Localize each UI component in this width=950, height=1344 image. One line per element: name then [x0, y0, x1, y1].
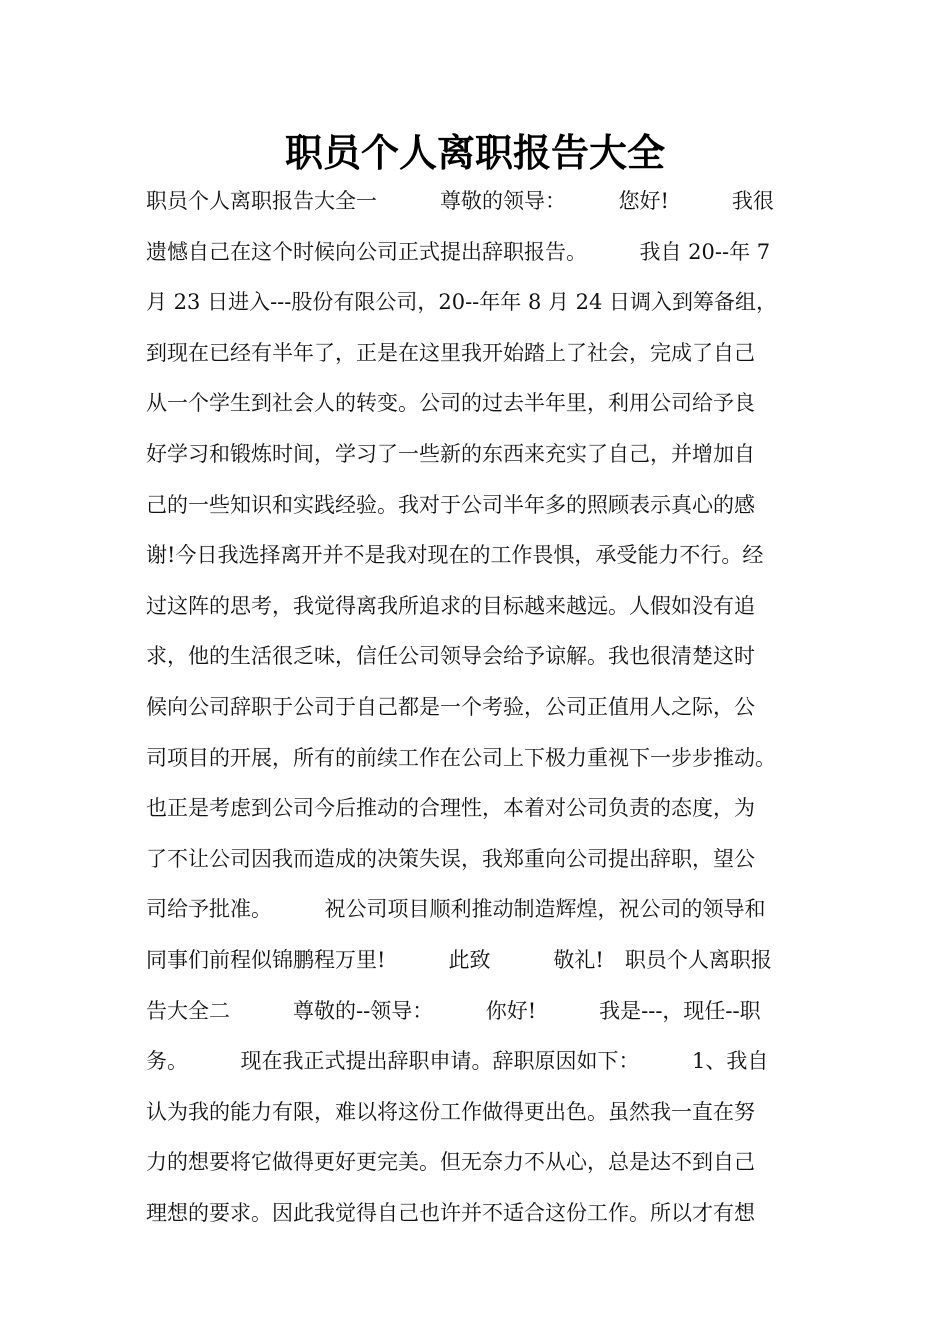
body-line: 力的想要将它做得更好更完美。但无奈力不从心，总是达不到自己 [146, 1150, 755, 1175]
body-line: 职员个人离职报告大全一 尊敬的领导： 您好! 我很 [146, 189, 774, 213]
body-line: 告大全二 尊敬的--领导： 你好! 我是---，现任--职 [146, 998, 761, 1023]
body-line: 遗憾自己在这个时候向公司正式提出辞职报告。 我自 20--年 7 [146, 239, 771, 264]
document-title: 职员个人离职报告大全 [284, 131, 665, 175]
body-line: 司给予批准。 祝公司项目顺利推动制造辉煌，祝公司的领导和 [146, 897, 766, 922]
body-line: 过这阵的思考，我觉得离我所追求的目标越来越远。人假如没有追 [146, 593, 755, 618]
body-line: 也正是考虑到公司今后推动的合理性，本着对公司负责的态度，为 [146, 796, 755, 821]
document-body [146, 176, 806, 1238]
body-line: 从一个学生到社会人的转变。公司的过去半年里，利用公司给予良 [146, 391, 755, 416]
body-line: 求，他的生活很乏味，信任公司领导会给予谅解。我也很清楚这时 [146, 644, 755, 669]
body-line: 理想的要求。因此我觉得自己也许并不适合这份工作。所以才有想 [146, 1200, 755, 1225]
body-line: 了不让公司因我而造成的决策失误，我郑重向公司提出辞职，望公 [146, 846, 755, 871]
body-line: 候向公司辞职于公司于自己都是一个考验，公司正值用人之际，公 [146, 694, 755, 719]
body-line: 谢!今日我选择离开并不是我对现在的工作畏惧，承受能力不行。经 [146, 543, 764, 568]
body-line: 同事们前程似锦鹏程万里! 此致 敬礼! 职员个人离职报 [146, 947, 772, 972]
body-line: 认为我的能力有限，难以将这份工作做得更出色。虽然我一直在努 [146, 1099, 755, 1124]
body-line: 到现在已经有半年了，正是在这里我开始踏上了社会，完成了自己 [146, 340, 755, 365]
body-line: 好学习和锻炼时间，学习了一些新的东西来充实了自己，并增加自 [146, 441, 755, 466]
body-line: 己的一些知识和实践经验。我对于公司半年多的照顾表示真心的感 [146, 492, 755, 517]
body-line: 月 23 日进入---股份有限公司，20--年年 8 月 24 日调入到筹备组， [146, 290, 778, 315]
body-line: 司项目的开展，所有的前续工作在公司上下极力重视下一步步推动。 [146, 745, 776, 770]
body-line: 务。 现在我正式提出辞职申请。辞职原因如下： 1、我自 [146, 1049, 769, 1074]
